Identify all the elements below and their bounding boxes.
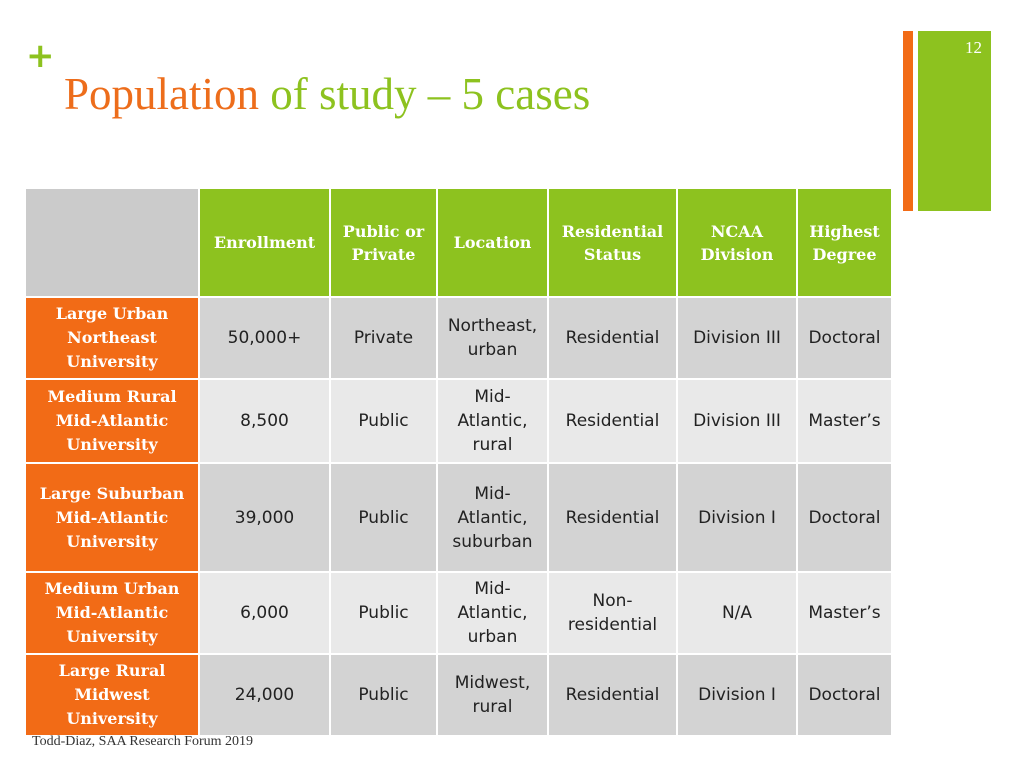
table-row (25, 379, 892, 463)
slide-title (64, 64, 590, 124)
highest-degree-cell: Doctoral (797, 463, 892, 572)
table-header-row (25, 188, 892, 297)
ncaa-division-cell: Division I (677, 463, 797, 572)
highest-degree-cell: Doctoral (797, 654, 892, 736)
table-row (25, 572, 892, 654)
ncaa-division-cell: Division III (677, 379, 797, 463)
table-corner-cell (25, 188, 199, 297)
accent-bar-green (918, 31, 991, 211)
table-row (25, 297, 892, 379)
enrollment-cell: 24,000 (199, 654, 330, 736)
slide-title-part-2: of study – 5 cases (270, 69, 591, 119)
row-header: Large Suburban Mid-Atlantic University (25, 463, 199, 572)
table-row (25, 654, 892, 736)
column-header-enrollment: Enrollment (199, 188, 330, 297)
accent-bar-orange (903, 31, 913, 211)
highest-degree-cell: Master’s (797, 572, 892, 654)
residential-status-cell: Residential (548, 463, 677, 572)
plus-icon: + (26, 36, 55, 76)
row-header: Large Urban Northeast University (25, 297, 199, 379)
row-header: Medium Urban Mid-Atlantic University (25, 572, 199, 654)
slide-title-part-1: Population (64, 69, 271, 119)
column-header-ncaa-division: NCAA Division (677, 188, 797, 297)
enrollment-cell: 39,000 (199, 463, 330, 572)
ncaa-division-cell: N/A (677, 572, 797, 654)
highest-degree-cell: Doctoral (797, 297, 892, 379)
residential-status-cell: Non-residential (548, 572, 677, 654)
row-header: Large Rural Midwest University (25, 654, 199, 736)
location-cell: Midwest, rural (437, 654, 548, 736)
location-cell: Mid-Atlantic, rural (437, 379, 548, 463)
column-header-location: Location (437, 188, 548, 297)
public-private-cell: Public (330, 572, 437, 654)
enrollment-cell: 8,500 (199, 379, 330, 463)
public-private-cell: Public (330, 463, 437, 572)
public-private-cell: Public (330, 654, 437, 736)
study-population-table (24, 187, 893, 737)
slide-number: 12 (965, 38, 982, 57)
highest-degree-cell: Master’s (797, 379, 892, 463)
location-cell: Mid-Atlantic, suburban (437, 463, 548, 572)
column-header-residential-status: Residential Status (548, 188, 677, 297)
table-row (25, 463, 892, 572)
residential-status-cell: Residential (548, 379, 677, 463)
enrollment-cell: 6,000 (199, 572, 330, 654)
public-private-cell: Public (330, 379, 437, 463)
footer-citation: Todd-Diaz, SAA Research Forum 2019 (32, 734, 254, 749)
enrollment-cell: 50,000+ (199, 297, 330, 379)
ncaa-division-cell: Division I (677, 654, 797, 736)
location-cell: Mid-Atlantic, urban (437, 572, 548, 654)
location-cell: Northeast, urban (437, 297, 548, 379)
column-header-public-or-private: Public or Private (330, 188, 437, 297)
ncaa-division-cell: Division III (677, 297, 797, 379)
row-header: Medium Rural Mid-Atlantic University (25, 379, 199, 463)
residential-status-cell: Residential (548, 297, 677, 379)
public-private-cell: Private (330, 297, 437, 379)
column-header-highest-degree: Highest Degree (797, 188, 892, 297)
residential-status-cell: Residential (548, 654, 677, 736)
